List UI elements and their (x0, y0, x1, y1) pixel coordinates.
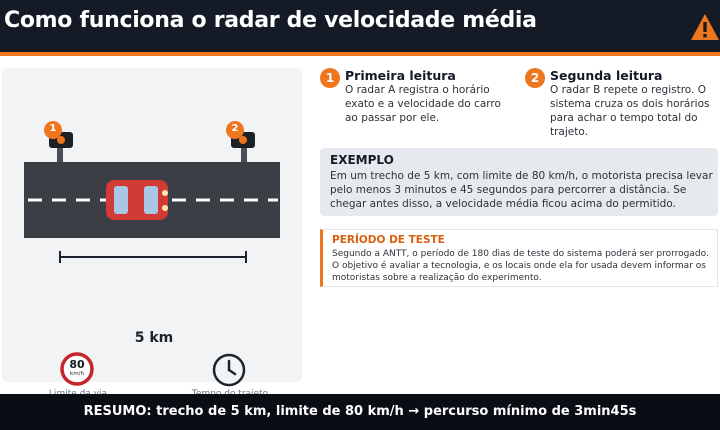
clock-icon (211, 352, 247, 388)
distance-label: 5 km (134, 330, 174, 346)
test-period-box (320, 229, 718, 287)
speed-limit-value: 80 (69, 358, 85, 371)
diagram-panel (2, 68, 302, 382)
summary-text: RESUMO: trecho de 5 km, limite de 80 km/h → percurso mínimo de 3min45s (83, 404, 637, 419)
test-period-title: PERÍODO DE TESTE (332, 234, 445, 246)
page-title: Como funciona o radar de velocidade média (4, 8, 537, 33)
car-icon (106, 180, 168, 220)
step-2-badge: 2 (525, 68, 545, 88)
header-accent-line (0, 52, 720, 56)
step-1-text: O radar A registra o horário exato e a velocidade do carro ao passar por ele. (345, 84, 501, 124)
speed-limit-sign (60, 352, 94, 386)
step-2-title: Segunda leitura (550, 68, 663, 83)
step-2-text: O radar B repete o registro. O sistema cruza os dois horários para achar o tempo total do trajeto. (550, 84, 710, 138)
step-1-badge: 1 (320, 68, 340, 88)
radar-2-badge-label: 2 (231, 123, 239, 134)
example-box (320, 148, 718, 216)
test-period-text: Segundo a ANTT, o período de 180 dias de teste do sistema poderá ser prorrogado. O objetivo é avaliar a tecnologia, e os locais onde ela for usada devem informar os motoristas sobre a realização do experimento. (332, 249, 709, 283)
radar-1-badge-label: 1 (49, 123, 57, 134)
speed-limit-unit: km/h (70, 371, 84, 377)
example-text: Em um trecho de 5 km, com limite de 80 km/h, o motorista precisa levar pelo menos 3 minutos e 45 segundos para percorrer a distância. Se chegar antes disso, a velocidade média ficou acima do permitido. (330, 170, 713, 210)
header-bar (0, 0, 720, 52)
warning-icon (690, 12, 720, 42)
example-title: EXEMPLO (330, 153, 394, 167)
step-1-title: Primeira leitura (345, 68, 456, 83)
footer-bar (0, 394, 720, 430)
